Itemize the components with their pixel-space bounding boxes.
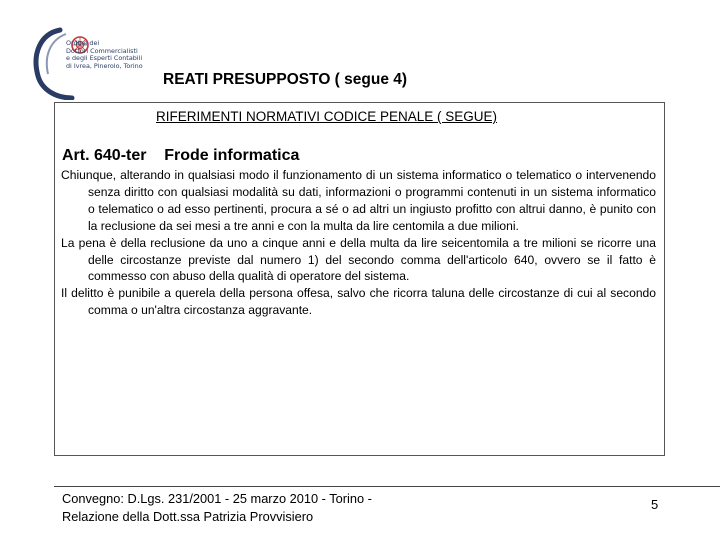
page-number: 5: [651, 497, 659, 512]
footer-line: Convegno: D.Lgs. 231/2001 - 25 marzo 2010 - Torino -: [62, 491, 372, 506]
footer-line: Relazione della Dott.ssa Patrizia Provvisiero: [62, 508, 314, 524]
logo-text: Ordine dei Dottori Commercialisti e degli Esperti Contabili di Ivrea, Pinerolo, Torino: [66, 39, 143, 70]
footer-divider: [54, 486, 720, 487]
article-heading: Art. 640-ter Frode informatica: [62, 147, 300, 164]
article-paragraph: Chiunque, alterando in qualsiasi modo il funzionamento di un sistema informatico o telematico o intervenendo senza diritto con qualsiasi modalità su dati, informazioni o programmi contenuti in un sistema informatico o telematico o ad esso pertinenti, procura a sé o ad altri un ingiusto profitto con altrui danno, è punito con la reclusione da sei mesi a tre anni e con la multa da lire centomila a due milioni.: [61, 168, 656, 233]
section-subtitle: RIFERIMENTI NORMATIVI CODICE PENALE ( SEGUE): [156, 109, 498, 124]
slide-title: REATI PRESUPPOSTO ( segue 4): [163, 71, 408, 88]
article-body: [61, 167, 656, 319]
article-paragraph: Il delitto è punibile a querela della persona offesa, salvo che ricorra taluna delle circostanze di cui al secondo comma o un'altra circostanza aggravante.: [61, 286, 656, 318]
footer-text: [62, 490, 422, 525]
article-paragraph: La pena è della reclusione da uno a cinque anni e della multa da lire seicentomila a tre milioni se ricorre una delle circostanze previste dal numero 1) del secondo comma dell'articolo 640, ovvero se il fatto è commesso con abuso della qualità di operatore del sistema.: [61, 235, 656, 284]
